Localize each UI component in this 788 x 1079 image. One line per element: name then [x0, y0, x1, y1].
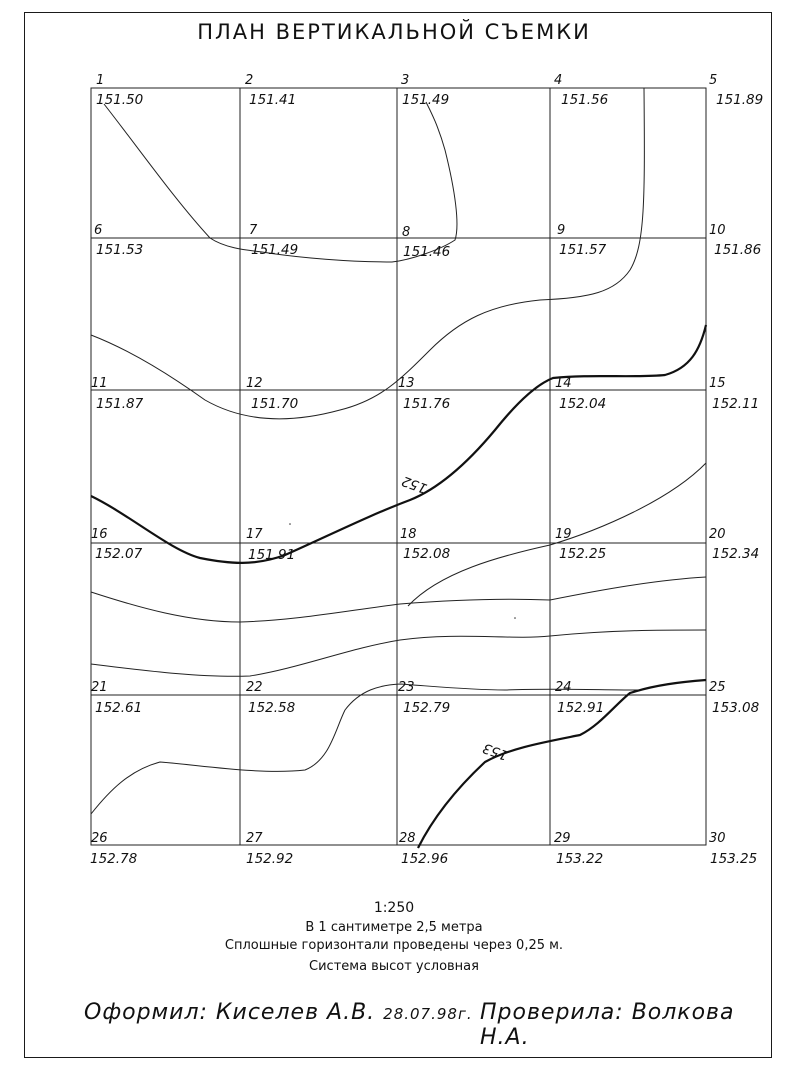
point-elevation: 151.56: [561, 92, 609, 108]
point-number: 30: [709, 831, 726, 846]
point-number: 25: [709, 680, 726, 695]
point-elevation: 151.49: [251, 242, 299, 258]
point-number: 20: [709, 527, 726, 542]
speck: [289, 523, 291, 525]
point-elevation: 152.78: [90, 851, 138, 867]
checked-by-name: Волкова Н.А.: [480, 1000, 735, 1050]
point-elevation: 151.86: [714, 242, 762, 258]
point-number: 23: [398, 680, 415, 695]
point-elevations: [90, 92, 763, 867]
point-number: 2: [245, 73, 254, 88]
survey-grid: [91, 88, 706, 845]
checked-by: [480, 1000, 788, 1050]
scale-note: 1:250: [373, 900, 415, 916]
point-elevation: 152.04: [559, 396, 607, 412]
drawn-by-name: Киселев А.В.: [215, 1000, 376, 1025]
contour-label-153: 153: [480, 739, 511, 764]
point-elevation: 152.61: [95, 700, 143, 716]
point-elevation: 151.46: [403, 244, 451, 260]
point-elevation: 151.89: [716, 92, 764, 108]
scale-description-a: В 1 сантиметре: [305, 920, 413, 935]
point-number: 21: [91, 680, 108, 695]
point-number: 7: [249, 223, 258, 238]
point-elevation: 152.34: [712, 546, 760, 562]
point-elevation: 152.07: [95, 546, 143, 562]
contour-interval-a: Сплошные горизонтали проведены через: [224, 938, 512, 953]
height-system-note: Система высот условная: [309, 959, 479, 974]
point-elevation: 152.91: [557, 700, 605, 716]
point-elevation: 152.25: [559, 546, 607, 562]
point-elevation: 151.70: [251, 396, 299, 412]
point-elevation: 153.22: [556, 851, 604, 867]
plan-title: ПЛАН ВЕРТИКАЛЬНОЙ СЪЕМКИ: [197, 20, 591, 44]
point-elevation: 153.25: [710, 851, 758, 867]
speck: [514, 617, 516, 619]
point-number: 16: [91, 527, 108, 542]
point-elevation: 153.08: [712, 700, 760, 716]
point-number: 9: [557, 223, 566, 238]
point-numbers: [91, 73, 726, 846]
point-elevation: 151.50: [96, 92, 144, 108]
scale-description: [0, 920, 788, 935]
contour-label-152: 152: [399, 472, 430, 497]
point-elevation: 151.49: [402, 92, 450, 108]
contour-interval-b: 0,25 м.: [516, 938, 564, 953]
point-number: 15: [709, 376, 726, 391]
point-elevation: 151.87: [96, 396, 144, 412]
point-number: 8: [402, 225, 411, 240]
scale-description-b: 2,5 метра: [416, 920, 483, 935]
point-number: 11: [91, 376, 108, 391]
point-number: 13: [398, 376, 415, 391]
contour-line: [91, 630, 706, 676]
point-elevation: 151.57: [559, 242, 607, 258]
point-number: 27: [246, 831, 263, 846]
point-number: 5: [709, 73, 718, 88]
point-number: 29: [554, 831, 571, 846]
point-elevation: 152.79: [403, 700, 451, 716]
point-elevation: 151.76: [403, 396, 451, 412]
point-elevation: 152.96: [401, 851, 449, 867]
point-elevation: 152.58: [248, 700, 296, 716]
contour-lines: [91, 88, 706, 848]
point-number: 26: [91, 831, 108, 846]
contour-line: [91, 577, 706, 622]
point-elevation: 152.11: [712, 396, 760, 412]
point-elevation: 152.92: [246, 851, 294, 867]
point-number: 14: [555, 376, 572, 391]
point-number: 28: [399, 831, 416, 846]
drawn-by: [84, 1000, 473, 1025]
point-number: 10: [709, 223, 726, 238]
drawn-by-label: Оформил:: [84, 1000, 208, 1025]
contour-line-152: [91, 325, 706, 563]
point-number: 18: [400, 527, 417, 542]
point-elevation: 152.08: [403, 546, 451, 562]
point-number: 22: [246, 680, 263, 695]
point-number: 19: [555, 527, 572, 542]
point-elevation: 151.41: [249, 92, 297, 108]
point-number: 12: [246, 376, 263, 391]
point-number: 24: [555, 680, 572, 695]
point-number: 17: [246, 527, 263, 542]
point-elevation: 151.91: [248, 547, 296, 563]
point-number: 6: [94, 223, 103, 238]
grid-outline: [91, 88, 706, 845]
point-number: 1: [96, 73, 105, 88]
point-number: 3: [401, 73, 410, 88]
contour-interval-note: [0, 938, 788, 953]
point-number: 4: [554, 73, 563, 88]
drawn-date: 28.07.98г.: [383, 1005, 473, 1023]
point-elevation: 151.53: [96, 242, 144, 258]
checked-by-label: Проверила:: [480, 1000, 624, 1025]
